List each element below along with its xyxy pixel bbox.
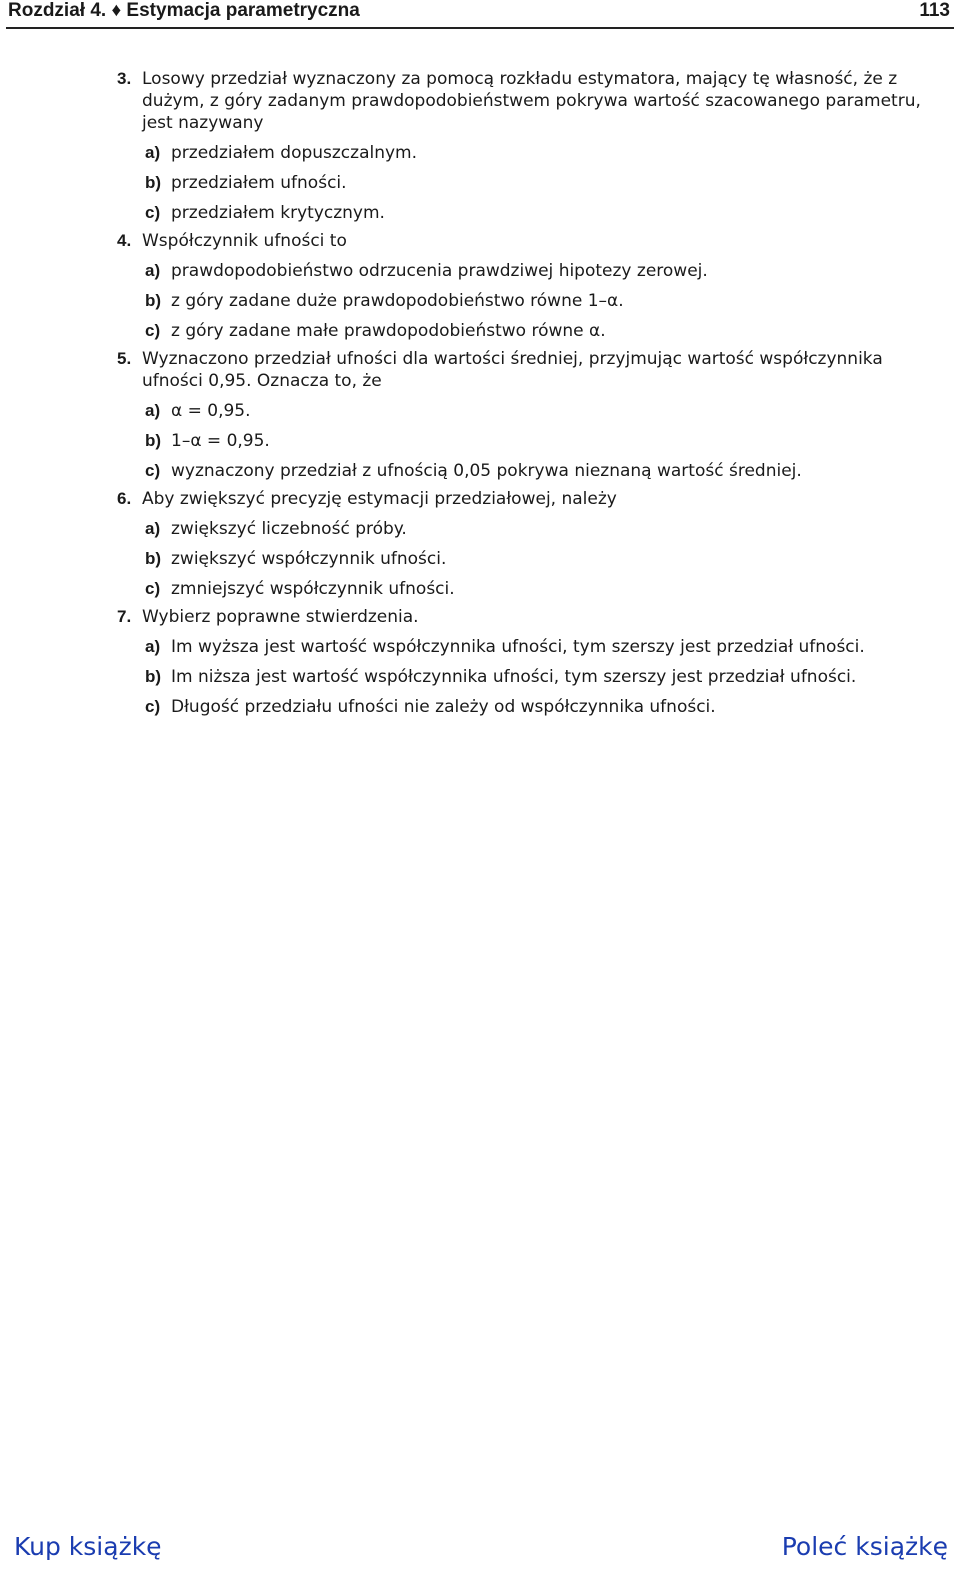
page-header <box>6 0 954 29</box>
question-number: 6. <box>117 489 132 508</box>
option-label: a) <box>145 143 161 162</box>
question-text: Wyznaczono przedział ufności dla wartości średniej, przyjmując wartość współczynnika ufności 0,95. Oznacza to, że <box>142 349 883 391</box>
option-b <box>145 172 937 194</box>
chapter-title: Rozdział 4. ♦ Estymacja parametryczna <box>8 0 360 21</box>
option-label: c) <box>145 697 161 716</box>
option-c <box>145 578 937 600</box>
option-text: α = 0,95. <box>171 401 251 421</box>
question-text: Aby zwiększyć precyzję estymacji przedziałowej, należy <box>142 489 617 509</box>
option-text: z góry zadane duże prawdopodobieństwo równe 1–α. <box>171 291 624 311</box>
option-text: prawdopodobieństwo odrzucenia prawdziwej hipotezy zerowej. <box>171 261 708 281</box>
option-label: b) <box>145 173 162 192</box>
option-c <box>145 460 937 482</box>
option-text: Im wyższa jest wartość współczynnika ufności, tym szerszy jest przedział ufności. <box>171 637 865 657</box>
recommend-book-link[interactable]: Poleć książkę <box>781 1532 948 1561</box>
option-label: c) <box>145 321 161 340</box>
option-label: b) <box>145 291 162 310</box>
option-a <box>145 260 937 282</box>
question-3 <box>117 68 937 224</box>
option-label: a) <box>145 637 161 656</box>
question-number: 5. <box>117 349 132 368</box>
option-label: c) <box>145 461 161 480</box>
option-a <box>145 142 937 164</box>
option-text: wyznaczony przedział z ufnością 0,05 pokrywa nieznaną wartość średniej. <box>171 461 802 481</box>
option-label: a) <box>145 519 161 538</box>
question-text: Losowy przedział wyznaczony za pomocą rozkładu estymatora, mający tę własność, że z dużym, z góry zadanym prawdopodobieństwem pokrywa wartość szacowanego parametru, jest nazywany <box>142 69 921 133</box>
option-a <box>145 400 937 422</box>
option-text: 1–α = 0,95. <box>171 431 270 451</box>
option-b <box>145 548 937 570</box>
option-c <box>145 696 937 718</box>
option-b <box>145 430 937 452</box>
option-text: Im niższa jest wartość współczynnika ufności, tym szerszy jest przedział ufności. <box>171 667 857 687</box>
question-7 <box>117 606 937 718</box>
option-a <box>145 636 937 658</box>
option-text: Długość przedziału ufności nie zależy od współczynnika ufności. <box>171 697 716 717</box>
option-label: c) <box>145 203 161 222</box>
option-label: c) <box>145 579 161 598</box>
option-label: b) <box>145 549 162 568</box>
option-label: a) <box>145 401 161 420</box>
option-text: zwiększyć współczynnik ufności. <box>171 549 447 569</box>
option-text: z góry zadane małe prawdopodobieństwo równe α. <box>171 321 606 341</box>
option-label: a) <box>145 261 161 280</box>
question-number: 7. <box>117 607 132 626</box>
option-label: b) <box>145 667 162 686</box>
question-text: Współczynnik ufności to <box>142 231 347 251</box>
question-6 <box>117 488 937 600</box>
option-text: przedziałem krytycznym. <box>171 203 385 223</box>
option-b <box>145 666 937 688</box>
option-a <box>145 518 937 540</box>
question-4 <box>117 230 937 342</box>
question-number: 4. <box>117 231 132 250</box>
question-list <box>117 68 937 718</box>
option-text: przedziałem dopuszczalnym. <box>171 143 418 163</box>
question-text: Wybierz poprawne stwierdzenia. <box>142 607 419 627</box>
page-number: 113 <box>919 0 950 21</box>
option-text: zmniejszyć współczynnik ufności. <box>171 579 455 599</box>
option-b <box>145 290 937 312</box>
option-text: zwiększyć liczebność próby. <box>171 519 407 539</box>
option-c <box>145 202 937 224</box>
question-5 <box>117 348 937 482</box>
option-label: b) <box>145 431 162 450</box>
question-number: 3. <box>117 69 132 88</box>
buy-book-link[interactable]: Kup książkę <box>14 1532 162 1561</box>
option-c <box>145 320 937 342</box>
option-text: przedziałem ufności. <box>171 173 347 193</box>
